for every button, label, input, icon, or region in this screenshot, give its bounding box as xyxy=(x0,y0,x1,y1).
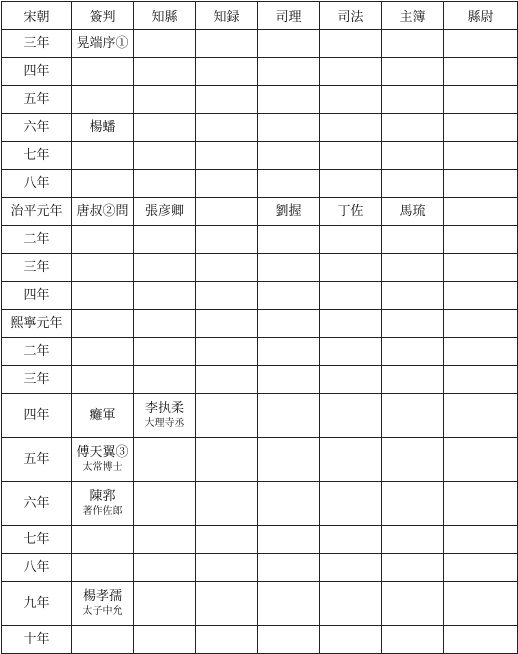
table-row xyxy=(2,554,518,582)
official-cell xyxy=(196,58,258,86)
official-cell xyxy=(134,58,196,86)
year-cell xyxy=(2,366,72,394)
official-name: 癱軍 xyxy=(89,407,116,423)
official-cell xyxy=(382,438,444,482)
table-row xyxy=(2,86,518,114)
official-cell xyxy=(258,482,320,526)
official-cell xyxy=(320,626,382,654)
official-name: 張彦卿 xyxy=(144,203,184,219)
official-cell xyxy=(382,482,444,526)
table-row xyxy=(2,482,518,526)
year-label: 熙寧元年 xyxy=(10,315,63,331)
official-cell xyxy=(258,114,320,142)
official-cell xyxy=(72,58,134,86)
official-name: 晃端序① xyxy=(76,35,129,51)
official-cell xyxy=(134,366,196,394)
year-label: 四年 xyxy=(23,63,50,79)
year-cell xyxy=(2,30,72,58)
official-cell xyxy=(258,582,320,626)
official-cell xyxy=(72,394,134,438)
official-cell xyxy=(444,626,518,654)
official-cell xyxy=(382,58,444,86)
official-cell xyxy=(382,86,444,114)
official-cell xyxy=(382,310,444,338)
table-row xyxy=(2,394,518,438)
official-cell xyxy=(134,582,196,626)
table-row xyxy=(2,58,518,86)
table-row xyxy=(2,526,518,554)
official-cell xyxy=(196,142,258,170)
table-row xyxy=(2,142,518,170)
year-cell xyxy=(2,114,72,142)
official-cell xyxy=(320,554,382,582)
official-title: 太常博士 xyxy=(82,462,123,473)
official-cell xyxy=(444,482,518,526)
official-cell xyxy=(444,282,518,310)
official-cell xyxy=(320,366,382,394)
year-label: 三年 xyxy=(23,371,50,387)
official-cell xyxy=(320,86,382,114)
official-cell xyxy=(72,482,134,526)
official-name: 李执柔 xyxy=(144,401,184,416)
header-cell: 知録 xyxy=(196,2,258,30)
official-cell xyxy=(134,226,196,254)
official-cell xyxy=(196,226,258,254)
official-cell xyxy=(72,170,134,198)
official-cell xyxy=(196,198,258,226)
official-cell xyxy=(320,170,382,198)
official-cell xyxy=(320,282,382,310)
year-label: 九年 xyxy=(23,595,50,611)
official-cell xyxy=(382,366,444,394)
official-cell xyxy=(320,58,382,86)
official-cell xyxy=(444,142,518,170)
table-row xyxy=(2,626,518,654)
official-cell xyxy=(258,438,320,482)
table-row xyxy=(2,366,518,394)
official-cell xyxy=(196,310,258,338)
table-body xyxy=(2,30,518,654)
official-cell xyxy=(320,310,382,338)
official-cell xyxy=(72,366,134,394)
official-cell xyxy=(444,254,518,282)
official-cell xyxy=(320,526,382,554)
official-cell xyxy=(320,30,382,58)
official-cell xyxy=(258,86,320,114)
official-cell xyxy=(444,226,518,254)
official-cell xyxy=(382,226,444,254)
official-name: 傅天翼③ xyxy=(76,445,129,460)
official-cell xyxy=(320,226,382,254)
year-cell xyxy=(2,170,72,198)
header-cell: 知縣 xyxy=(134,2,196,30)
official-cell xyxy=(320,338,382,366)
official-name: 楊蟠 xyxy=(89,119,116,135)
official-cell xyxy=(134,198,196,226)
official-cell xyxy=(444,114,518,142)
official-cell xyxy=(134,526,196,554)
official-cell xyxy=(72,226,134,254)
official-cell xyxy=(134,554,196,582)
official-cell xyxy=(196,86,258,114)
official-cell xyxy=(444,394,518,438)
official-cell xyxy=(258,338,320,366)
year-label: 八年 xyxy=(23,559,50,575)
official-cell xyxy=(134,114,196,142)
official-cell xyxy=(258,142,320,170)
official-cell xyxy=(320,394,382,438)
official-cell xyxy=(382,254,444,282)
official-cell xyxy=(444,582,518,626)
official-cell xyxy=(196,554,258,582)
year-label: 十年 xyxy=(23,631,50,647)
year-cell xyxy=(2,582,72,626)
official-cell xyxy=(134,626,196,654)
official-cell xyxy=(382,30,444,58)
official-roster-table xyxy=(1,1,518,654)
official-cell xyxy=(134,170,196,198)
official-cell xyxy=(72,438,134,482)
year-cell xyxy=(2,198,72,226)
official-cell xyxy=(444,310,518,338)
table-row xyxy=(2,198,518,226)
header-cell: 縣尉 xyxy=(444,2,518,30)
table-row xyxy=(2,338,518,366)
official-cell xyxy=(196,30,258,58)
official-cell xyxy=(196,282,258,310)
year-cell xyxy=(2,438,72,482)
table-row xyxy=(2,226,518,254)
year-label: 三年 xyxy=(23,35,50,51)
official-cell xyxy=(258,554,320,582)
official-cell xyxy=(258,254,320,282)
official-cell xyxy=(444,554,518,582)
official-cell xyxy=(258,226,320,254)
official-cell xyxy=(134,338,196,366)
year-label: 二年 xyxy=(23,343,50,359)
official-name: 劉握 xyxy=(275,203,302,219)
year-label: 五年 xyxy=(23,91,50,107)
official-cell xyxy=(134,86,196,114)
official-cell xyxy=(72,626,134,654)
official-cell xyxy=(382,526,444,554)
official-cell xyxy=(72,338,134,366)
header-cell: 司理 xyxy=(258,2,320,30)
official-cell xyxy=(196,338,258,366)
official-cell xyxy=(320,482,382,526)
header-row xyxy=(2,2,518,30)
official-name: 唐叔②問 xyxy=(76,203,129,219)
official-cell xyxy=(444,338,518,366)
year-cell xyxy=(2,282,72,310)
official-cell xyxy=(444,86,518,114)
year-label: 七年 xyxy=(23,147,50,163)
official-cell xyxy=(320,438,382,482)
official-cell xyxy=(72,114,134,142)
year-label: 七年 xyxy=(23,531,50,547)
year-label: 四年 xyxy=(23,287,50,303)
official-cell xyxy=(258,310,320,338)
year-label: 三年 xyxy=(23,259,50,275)
table-row xyxy=(2,30,518,58)
year-cell xyxy=(2,142,72,170)
official-cell xyxy=(258,198,320,226)
official-cell xyxy=(134,394,196,438)
official-cell xyxy=(258,526,320,554)
official-cell xyxy=(258,626,320,654)
header-cell: 主簿 xyxy=(382,2,444,30)
official-cell xyxy=(382,626,444,654)
official-cell xyxy=(134,482,196,526)
official-cell xyxy=(444,170,518,198)
official-name: 楊孝孺 xyxy=(82,589,122,604)
official-cell xyxy=(320,254,382,282)
year-cell xyxy=(2,310,72,338)
official-cell xyxy=(72,86,134,114)
official-cell xyxy=(382,142,444,170)
official-cell xyxy=(72,582,134,626)
official-cell xyxy=(382,394,444,438)
official-cell xyxy=(444,366,518,394)
official-name: 丁佐 xyxy=(337,203,364,219)
year-cell xyxy=(2,226,72,254)
official-cell xyxy=(196,114,258,142)
official-cell xyxy=(258,58,320,86)
official-cell xyxy=(72,554,134,582)
table-row xyxy=(2,582,518,626)
official-cell xyxy=(196,438,258,482)
official-cell xyxy=(134,282,196,310)
official-cell xyxy=(258,282,320,310)
official-cell xyxy=(444,198,518,226)
year-cell xyxy=(2,58,72,86)
official-cell xyxy=(382,554,444,582)
official-cell xyxy=(444,30,518,58)
official-name: 陳郛 xyxy=(89,489,116,504)
official-cell xyxy=(444,438,518,482)
official-cell xyxy=(196,170,258,198)
table-row xyxy=(2,114,518,142)
official-cell xyxy=(196,482,258,526)
year-cell xyxy=(2,554,72,582)
table-row xyxy=(2,254,518,282)
official-cell xyxy=(196,394,258,438)
official-cell xyxy=(320,142,382,170)
official-cell xyxy=(196,626,258,654)
official-cell xyxy=(258,30,320,58)
year-cell xyxy=(2,394,72,438)
year-label: 六年 xyxy=(23,495,50,511)
official-cell xyxy=(134,30,196,58)
header-cell: 司法 xyxy=(320,2,382,30)
year-label: 六年 xyxy=(23,119,50,135)
year-label: 二年 xyxy=(23,231,50,247)
official-cell xyxy=(72,526,134,554)
official-cell xyxy=(134,142,196,170)
year-label: 五年 xyxy=(23,451,50,467)
official-cell xyxy=(196,582,258,626)
header-cell: 宋朝 xyxy=(2,2,72,30)
official-title: 著作佐郎 xyxy=(82,506,123,517)
official-cell xyxy=(444,526,518,554)
official-cell xyxy=(72,142,134,170)
official-cell xyxy=(196,526,258,554)
official-cell xyxy=(258,366,320,394)
official-cell xyxy=(320,114,382,142)
official-cell xyxy=(134,438,196,482)
official-cell xyxy=(382,282,444,310)
year-label: 四年 xyxy=(23,407,50,423)
year-label: 治平元年 xyxy=(10,203,63,219)
year-cell xyxy=(2,482,72,526)
table-row xyxy=(2,170,518,198)
official-cell xyxy=(258,394,320,438)
official-cell xyxy=(444,58,518,86)
official-cell xyxy=(196,254,258,282)
year-cell xyxy=(2,254,72,282)
official-cell xyxy=(382,170,444,198)
official-cell xyxy=(320,198,382,226)
official-cell xyxy=(72,30,134,58)
official-cell xyxy=(258,170,320,198)
official-title: 太子中允 xyxy=(82,606,123,617)
table-row xyxy=(2,282,518,310)
official-cell xyxy=(72,254,134,282)
official-cell xyxy=(72,198,134,226)
year-cell xyxy=(2,526,72,554)
official-cell xyxy=(72,310,134,338)
year-label: 八年 xyxy=(23,175,50,191)
official-cell xyxy=(382,338,444,366)
table-row xyxy=(2,438,518,482)
official-cell xyxy=(382,198,444,226)
official-name: 馬琉 xyxy=(399,203,426,219)
official-cell xyxy=(72,282,134,310)
header-cell: 簽判 xyxy=(72,2,134,30)
official-title: 大理寺丞 xyxy=(144,418,185,429)
official-cell xyxy=(320,582,382,626)
official-cell xyxy=(382,582,444,626)
official-cell xyxy=(382,114,444,142)
official-cell xyxy=(196,366,258,394)
official-cell xyxy=(134,310,196,338)
year-cell xyxy=(2,626,72,654)
year-cell xyxy=(2,86,72,114)
official-cell xyxy=(134,254,196,282)
year-cell xyxy=(2,338,72,366)
table-row xyxy=(2,310,518,338)
